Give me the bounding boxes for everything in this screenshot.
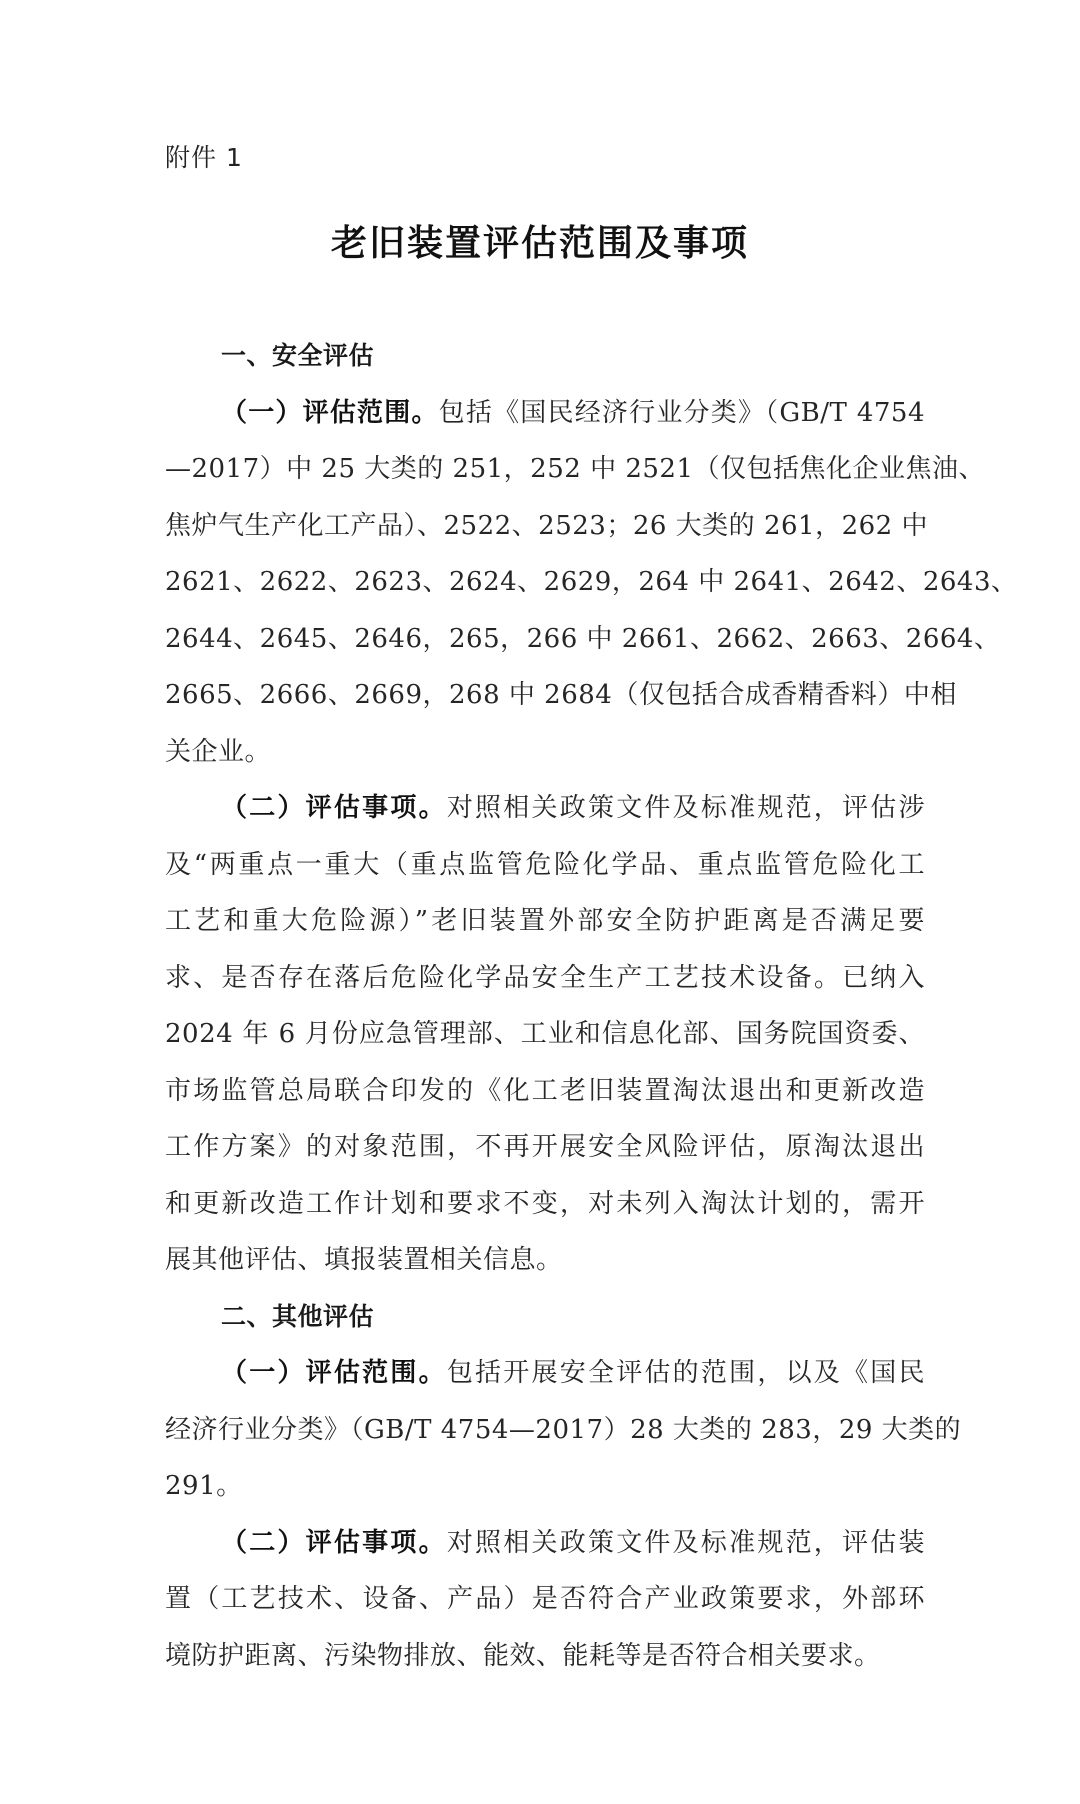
paragraph-line: 焦炉气生产化工产品）、2522、2523；26 大类的 261，262 中	[165, 510, 928, 541]
paragraph-line: 2665、2666、2669，268 中 2684（仅包括合成香精香料）中相	[165, 680, 957, 710]
item-lead: （二）评估事项。	[221, 1527, 447, 1558]
item-lead: （一）评估范围。	[221, 397, 439, 428]
item-lead: （一）评估范围。	[221, 1358, 447, 1388]
paragraph-line: 市场监管总局联合印发的《化工老旧装置淘汰退出和更新改造	[165, 1075, 925, 1106]
paragraph-line: 展其他评估、填报装置相关信息。	[165, 1245, 563, 1275]
paragraph-line: 关企业。	[165, 736, 272, 767]
paragraph-text: 对照相关政策文件及标准规范，评估装	[446, 1527, 925, 1558]
paragraph-line: 求、是否存在落后危险化学品安全生产工艺技术设备。已纳入	[165, 962, 925, 993]
paragraph-line: 2621、2622、2623、2624、2629，264 中 2641、2642、2643、	[165, 567, 1018, 597]
paragraph-line: 经济行业分类》（GB/T 4754—2017）28 大类的 283，29 大类的	[165, 1414, 962, 1445]
paragraph-line: 和更新改造工作计划和要求不变，对未列入淘汰计划的，需开	[165, 1188, 925, 1219]
section-heading-safety: 一、安全评估	[221, 341, 375, 370]
paragraph-line	[165, 780, 925, 837]
section-heading-other: 二、其他评估	[221, 1301, 375, 1331]
item-lead: （二）评估事项。	[221, 793, 447, 823]
paragraph-line	[165, 385, 925, 442]
paragraph-line: 2644、2645、2646，265，266 中 2661、2662、2663、2664、	[165, 623, 1001, 654]
paragraph-line: 291。	[165, 1471, 243, 1501]
document-body	[165, 328, 1018, 1684]
paragraph-line	[165, 1515, 925, 1572]
paragraph-line: 2024 年 6 月份应急管理部、工业和信息化部、国务院国资委、	[165, 1019, 925, 1049]
attachment-label: 附件 1	[165, 143, 243, 172]
paragraph-text: 包括《国民经济行业分类》（GB/T 4754	[438, 397, 925, 428]
paragraph-line: 境防护距离、污染物排放、能效、能耗等是否符合相关要求。	[165, 1640, 881, 1671]
paragraph-line: 及“两重点一重大（重点监管危险化学品、重点监管危险化工	[165, 849, 925, 880]
paragraph-text: 包括开展安全评估的范围，以及《国民	[446, 1358, 925, 1388]
document-title: 老旧装置评估范围及事项	[330, 222, 749, 264]
paragraph-text: 对照相关政策文件及标准规范，评估涉	[446, 793, 925, 823]
paragraph-line: 工作方案》的对象范围，不再开展安全风险评估，原淘汰退出	[165, 1132, 925, 1162]
paragraph-line: 工艺和重大危险源）”老旧装置外部安全防护距离是否满足要	[165, 906, 925, 936]
paragraph-line: 置（工艺技术、设备、产品）是否符合产业政策要求，外部环	[165, 1584, 925, 1614]
paragraph-line: —2017）中 25 大类的 251，252 中 2521（仅包括焦化企业焦油、	[165, 454, 985, 484]
paragraph-line	[165, 1345, 925, 1402]
